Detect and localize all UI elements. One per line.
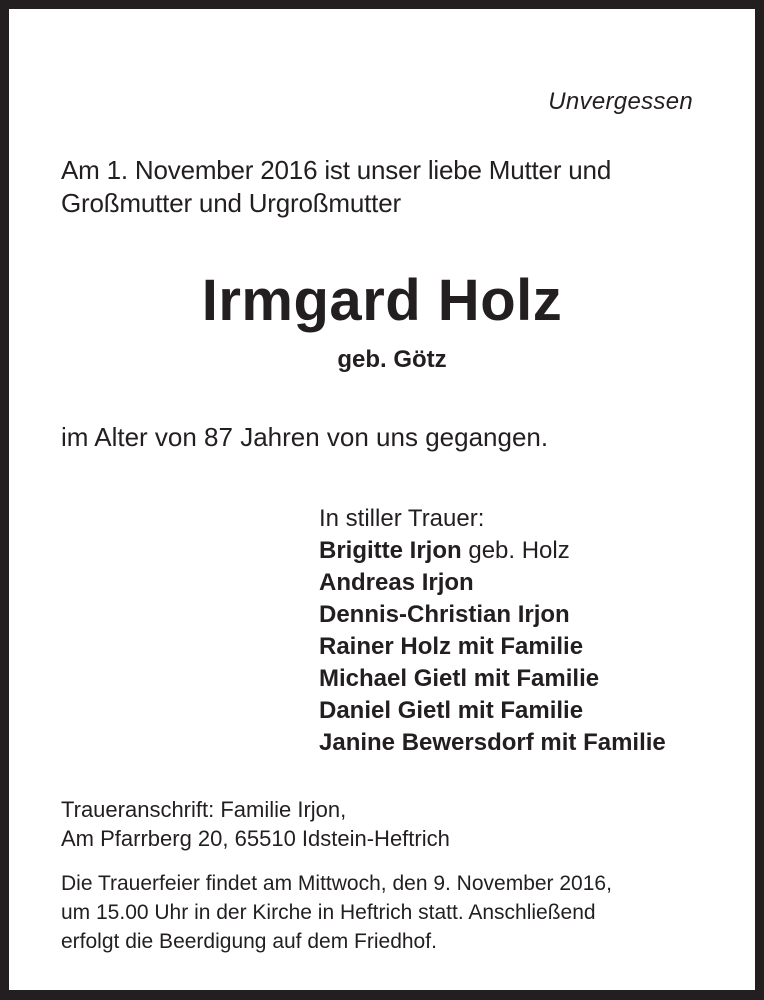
service-line-1: Die Trauerfeier findet am Mittwoch, den 9. November 2016,: [61, 872, 612, 895]
mourner-entry: [319, 535, 666, 567]
age-line: im Alter von 87 Jahren von uns gegangen.: [61, 422, 549, 452]
mourner-suffix: geb. Holz: [461, 537, 570, 564]
obituary-card: [9, 9, 755, 990]
intro-line-2: Großmutter und Urgroßmutter: [61, 188, 401, 218]
mourner-entry: Daniel Gietl mit Familie: [319, 697, 584, 724]
mourner-entry: Michael Gietl mit Familie: [319, 665, 600, 692]
maiden-name: geb. Götz: [337, 346, 447, 373]
deceased-name: Irmgard Holz: [201, 268, 563, 333]
service-line-3: erfolgt die Beerdigung auf dem Friedhof.: [61, 930, 437, 953]
intro-text: [61, 154, 611, 220]
service-line-2: um 15.00 Uhr in der Kirche in Heftrich statt. Anschließend: [61, 901, 596, 924]
mourner-entry: Rainer Holz mit Familie: [319, 633, 584, 660]
mourning-address: [61, 795, 450, 853]
mourner-entry: Dennis-Christian Irjon: [319, 601, 570, 628]
motto: Unvergessen: [548, 88, 693, 115]
address-line-2: Am Pfarrberg 20, 65510 Idstein-Heftrich: [61, 826, 450, 851]
service-info: [61, 869, 612, 956]
mourner-entry: Andreas Irjon: [319, 569, 474, 596]
intro-line-1: Am 1. November 2016 ist unser liebe Mutter und: [61, 155, 612, 185]
mourners-heading: In stiller Trauer:: [319, 505, 485, 532]
address-line-1: Traueranschrift: Familie Irjon,: [61, 797, 347, 822]
mourner-entry: Janine Bewersdorf mit Familie: [319, 729, 666, 756]
mourners-block: [319, 503, 666, 759]
mourner-name: Brigitte Irjon: [319, 537, 462, 564]
